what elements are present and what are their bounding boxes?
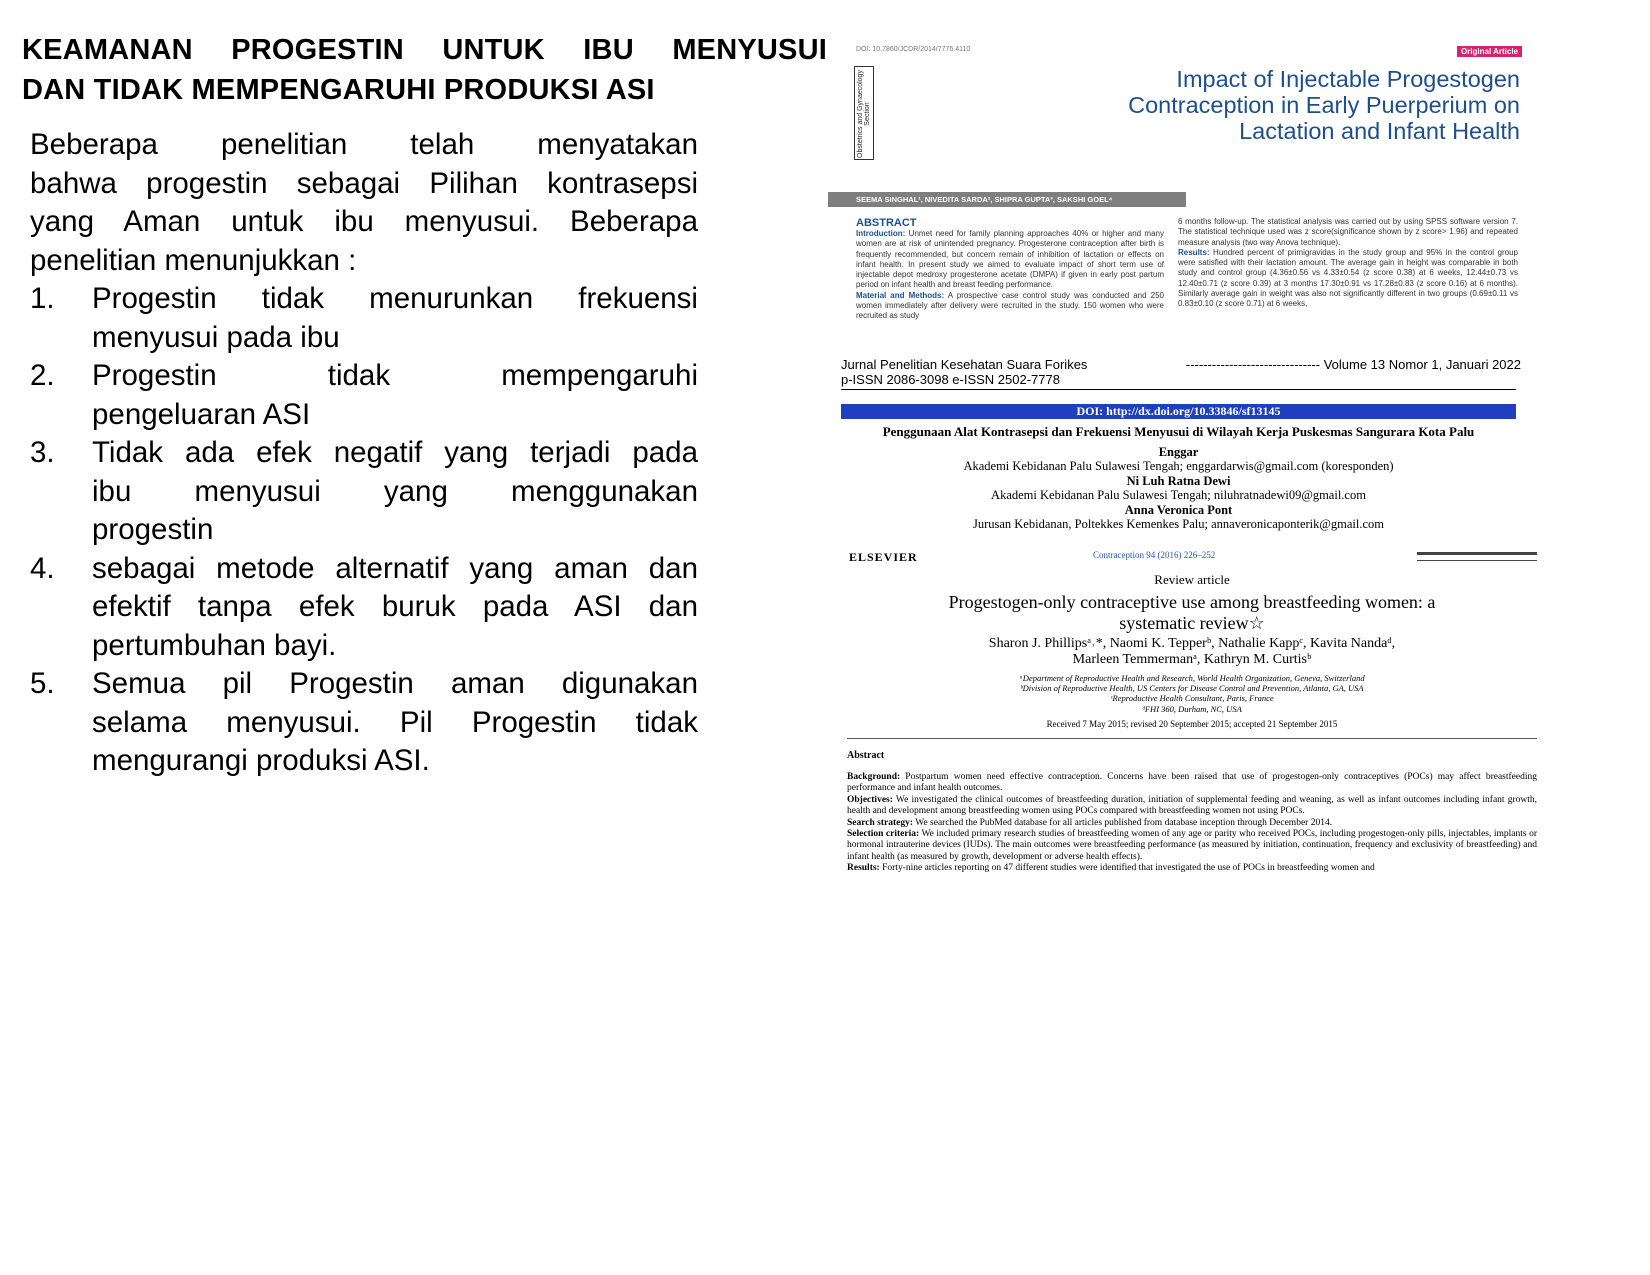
list-item-line: mengurangi produksi ASI. [92, 744, 430, 777]
journal-issn: p-ISSN 2086-3098 e-ISSN 2502-7778 [841, 372, 1060, 387]
abstract-text: Unmet need for family planning approaches 40% or higher and many women are at risk of unintended pregnancy. Progesterone contraception after birth is frequently recommended, but concern remain of inhibition of lactation or effects on infant health. In present study we aimed to evaluate impact of short term use of injectable depot medroxy progesterone acetate (DMPA) if given in early post partum period on infant health and breast feeding performance. [856, 229, 1164, 290]
abstract-heading: ABSTRACT [856, 217, 917, 229]
list-item [30, 434, 698, 550]
abstract-text: 6 months follow-up. The statistical analysis was carried out by using SPSS software version 7. The statistical technique used was z score(significance shown by z score> 1.96) and repeated measure analysis (two way Anova technique). [1178, 217, 1518, 247]
list-number: 5. [30, 667, 55, 700]
author-block [841, 445, 1516, 531]
section-tab [854, 66, 874, 160]
abstract-text: A prospective case control study was conducted and 250 women immediately after delivery were recruited in the study. 150 women who were recruited as study [856, 290, 1165, 321]
article-title-line: Lactation and Infant Health [1239, 118, 1520, 144]
affiliation-line: ᵃDepartment of Reproductive Health and Research, World Health Organization, Geneva, Switzerland [1019, 673, 1365, 683]
abstract-text: Hundred percent of primigravidas in the study group and 95% in the control group were satisfied with their lactation amount. The average gain in height was comparable in both study and control group (4.36±0.56 vs 4.33±0.54 (z score 0.38) at 6 weeks, 12.44±0.73 vs 12.40±0.71 (z score 0.39) at 3 months 17.30±0.91 vs 17.28±0.83 (z score 0.16) at 6 months). Similarly average gain in weight was also not significantly different in two groups (0.69±0.11 vs 0.83±0.10 (z score 0.71) at 6 weeks, [1178, 247, 1518, 309]
section-tab-label: Obstetrics and Gynaecology Section [857, 70, 871, 158]
list-item-line: menyusui pada ibu [92, 320, 340, 354]
list-item-line: Tidak ada efek negatif yang terjadi pada [92, 436, 698, 469]
article-type: Review article [1154, 572, 1230, 587]
review-title-line: systematic review☆ [1119, 613, 1265, 633]
author-affiliation: Akademi Kebidanan Palu Sulawesi Tengah; niluhratnadewi09@gmail.com [991, 488, 1366, 503]
abstract-text: Postpartum women need effective contraception. Concerns have been raised that use of progestogen-only contraceptives (POCs) may affect breastfeeding performance and infant health outcomes. [847, 772, 1537, 794]
slide-body [30, 126, 698, 781]
header-rule [1417, 552, 1537, 561]
author-name: Ni Luh Ratna Dewi [1126, 473, 1231, 488]
intro-line: yang Aman untuk ibu menyusui. Beberapa [30, 205, 698, 238]
article-clipping-contraception [847, 550, 1537, 905]
paper-title: Penggunaan Alat Kontrasepsi dan Frekuensi Menyusui di Wilayah Kerja Puskesmas Sangurara Kota Palu [882, 424, 1475, 439]
abstract-text: We searched the PubMed database for all articles published from database inception through December 2014. [913, 817, 1333, 828]
abstract-text: We investigated the clinical outcomes of breastfeeding duration, initiation of supplemental feeding and weaning, as well as infant outcomes including infant growth, health and development among breastfeeding women using POCs compared with breastfeeding women not using POCs. [847, 794, 1537, 817]
abstract-label: Material and Methods: [856, 290, 945, 300]
abstract-label: Results: [1178, 247, 1210, 257]
article-clipping-forikes [835, 355, 1525, 545]
list-item-line: sebagai metode alternatif yang aman dan [92, 551, 698, 585]
abstract-label: Objectives: [847, 794, 893, 805]
list-number: 2. [30, 359, 55, 392]
article-title [1000, 66, 1520, 144]
list-number: 3. [30, 436, 55, 469]
divider [841, 389, 1516, 390]
doi-banner: DOI: http://dx.doi.org/10.33846/sf13145 [841, 404, 1516, 419]
author-name: Anna Veronica Pont [1124, 502, 1233, 517]
list-item [30, 665, 698, 781]
list-item-line: Progestin tidak menurunkan frekuensi [92, 282, 698, 315]
received-dates: Received 7 May 2015; revised 20 September 2015; accepted 21 September 2015 [1046, 719, 1338, 729]
findings-list [30, 280, 698, 781]
list-item-line: Progestin tidak mempengaruhi [92, 359, 698, 392]
article-clipping-jcdr [828, 40, 1538, 342]
article-type-badge: Original Article [1457, 46, 1522, 57]
list-item [30, 357, 698, 434]
affiliation-line: ᶜReproductive Health Consultant, Paris, France [1110, 693, 1274, 704]
author-affiliation: Akademi Kebidanan Palu Sulawesi Tengah; enggardarwis@gmail.com (koresponden) [963, 459, 1394, 474]
list-item-line: pertumbuhan bayi. [92, 628, 337, 662]
abstract-label: Selection criteria: [847, 829, 920, 840]
journal-name: Jurnal Penelitian Kesehatan Suara Forikes [841, 357, 1088, 372]
abstract-label: Search strategy: [847, 817, 914, 828]
review-authors-line: Sharon J. Phillipsᵃ˒*, Naomi K. Tepperᵇ, Nathalie Kappᶜ, Kavita Nandaᵈ, [988, 636, 1396, 651]
journal-header [841, 357, 1521, 387]
journal-citation: Contraception 94 (2016) 226–252 [1093, 550, 1216, 560]
abstract-heading: Abstract [847, 750, 885, 761]
slide-title [22, 30, 827, 110]
abstract-text: Forty-nine articles reporting on 47 different studies were identified that investigated the use of POCs in breastfeeding women and [879, 863, 1375, 874]
affiliation-line: ᵈFHI 360, Durham, NC, USA [1142, 703, 1242, 714]
review-title-line: Progestogen-only contraceptive use among breastfeeding women: a [948, 592, 1436, 612]
intro-paragraph [30, 126, 698, 280]
abstract-label: Results: [847, 863, 880, 874]
abstract-right-column [1178, 217, 1518, 310]
list-item-line: efektif tanpa efek buruk pada ASI dan [92, 590, 698, 623]
affiliation-line: ᵇDivision of Reproductive Health, US Centers for Disease Control and Prevention, Atlanta, GA, USA [1020, 683, 1364, 694]
journal-volume: ------------------------------- Volume 13 Nomor 1, Januari 2022 [1185, 357, 1521, 372]
author-affiliation: Jurusan Kebidanan, Poltekkes Kemenkes Palu; annaveronicaponterik@gmail.com [972, 517, 1385, 532]
abstract-label: Background: [847, 772, 901, 782]
list-number: 4. [30, 551, 55, 585]
author-name: Enggar [1158, 445, 1199, 459]
list-number: 1. [30, 282, 55, 315]
intro-line: Beberapa penelitian telah menyatakan [30, 128, 698, 161]
article-title-line: Contraception in Early Puerperium on [1128, 92, 1520, 118]
article-doi: DOI: 10.7860/JCDR/2014/7776.4110 [856, 46, 971, 53]
article-title-line: Impact of Injectable Progestogen [1176, 66, 1520, 92]
divider [847, 738, 1537, 739]
abstract-body [847, 772, 1537, 875]
review-authors [847, 636, 1537, 668]
review-title [847, 592, 1537, 634]
list-item-line: pengeluaran ASI [92, 397, 311, 431]
list-item-line: progestin [92, 513, 214, 546]
list-item [30, 280, 698, 357]
abstract-left-column [856, 217, 1164, 322]
list-item-line: selama menyusui. Pil Progestin tidak [92, 705, 698, 739]
intro-line: bahwa progestin sebagai Pilihan kontrasepsi [30, 166, 698, 200]
affiliations [847, 673, 1537, 714]
intro-line: penelitian menunjukkan : [30, 243, 357, 277]
article-authors: SEEMA SINGHAL¹, NIVEDITA SARDA², SHIPRA GUPTA³, SAKSHI GOEL⁴ [828, 192, 1186, 207]
abstract-text: We included primary research studies of breastfeeding women of any age or parity who received POCs, including progestogen-only pills, injectables, implants or hormonal intrauterine devices (IUDs). The main outcomes were breastfeeding performance (as measured by initiation, continuation, frequency and exclusivity of breastfeeding) and infant health (as measured by growth, development or adverse health effects). [847, 829, 1537, 862]
list-item [30, 550, 698, 666]
review-authors-line: Marleen Temmermanᵃ, Kathryn M. Curtisᵇ [1072, 652, 1312, 667]
publisher-logo: ELSEVIER [849, 550, 918, 564]
slide-title-line-2: DAN TIDAK MEMPENGARUHI PRODUKSI ASI [22, 74, 655, 106]
list-item-line: Semua pil Progestin aman digunakan [92, 667, 698, 700]
slide-title-line-1: KEAMANAN PROGESTIN UNTUK IBU MENYUSUI [22, 34, 827, 66]
list-item-line: ibu menyusui yang menggunakan [92, 474, 698, 508]
abstract-label: Introduction: [856, 229, 906, 238]
